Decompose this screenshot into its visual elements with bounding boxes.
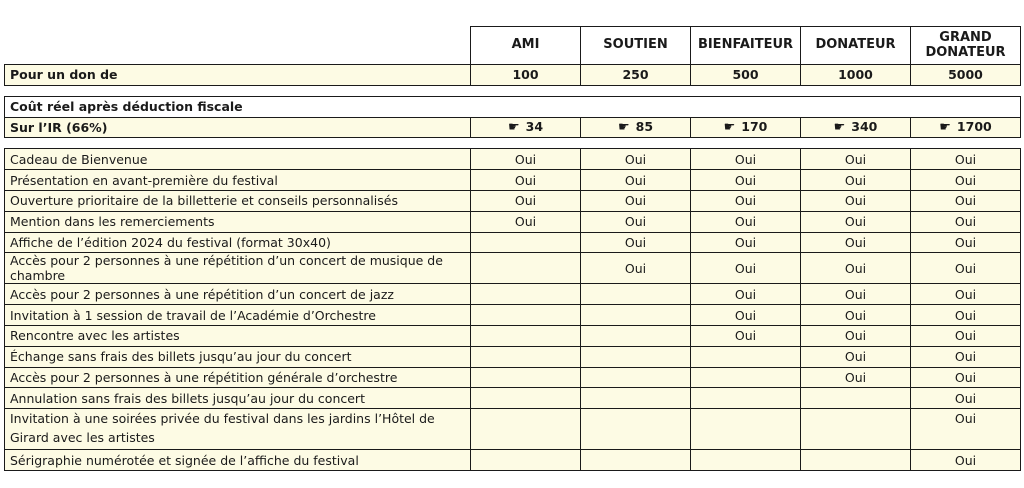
tier-header-soutien: SOUTIEN — [581, 27, 691, 65]
real-cost-cell — [691, 117, 801, 138]
benefit-empty-cell — [581, 325, 691, 346]
donation-amount-value: 5000 — [911, 65, 1021, 86]
benefit-empty-cell — [801, 450, 911, 471]
benefit-empty-cell — [471, 450, 581, 471]
benefit-yes-cell: Oui — [691, 190, 801, 211]
donation-amount-label: Pour un don de — [5, 65, 471, 86]
real-cost-cell — [471, 117, 581, 138]
tier-header-grand-donateur: GRAND DONATEUR — [911, 27, 1021, 65]
benefit-row — [5, 450, 1021, 471]
header-blank-cell — [5, 27, 471, 65]
donation-amount-value: 500 — [691, 65, 801, 86]
benefit-yes-cell: Oui — [911, 284, 1021, 305]
benefit-empty-cell — [471, 305, 581, 326]
donation-tiers-table — [4, 26, 1021, 471]
benefit-row — [5, 409, 1021, 450]
tier-header-ami: AMI — [471, 27, 581, 65]
benefit-yes-cell: Oui — [471, 190, 581, 211]
benefit-label: Invitation à 1 session de travail de l’Académie d’Orchestre — [5, 305, 471, 326]
benefit-yes-cell: Oui — [911, 388, 1021, 409]
benefit-label: Sérigraphie numérotée et signée de l’affiche du festival — [5, 450, 471, 471]
benefit-yes-cell: Oui — [691, 149, 801, 170]
benefit-yes-cell: Oui — [801, 211, 911, 232]
benefit-empty-cell — [471, 388, 581, 409]
benefit-label: Accès pour 2 personnes à une répétition d’un concert de jazz — [5, 284, 471, 305]
real-cost-value: 170 — [741, 119, 768, 135]
benefit-empty-cell — [581, 284, 691, 305]
benefit-yes-cell: Oui — [911, 346, 1021, 367]
benefit-empty-cell — [471, 325, 581, 346]
real-cost-value: 85 — [635, 119, 654, 135]
benefit-yes-cell: Oui — [911, 190, 1021, 211]
benefit-row — [5, 190, 1021, 211]
benefit-empty-cell — [581, 346, 691, 367]
benefit-empty-cell — [691, 346, 801, 367]
benefit-yes-cell: Oui — [801, 367, 911, 388]
benefit-empty-cell — [691, 450, 801, 471]
benefit-yes-cell: Oui — [691, 305, 801, 326]
benefit-yes-cell: Oui — [581, 190, 691, 211]
benefit-yes-cell: Oui — [581, 170, 691, 191]
real-cost-cell — [581, 117, 691, 138]
benefit-empty-cell — [471, 232, 581, 253]
benefit-row — [5, 367, 1021, 388]
tier-header-row — [5, 27, 1021, 65]
real-cost-value: 34 — [525, 119, 544, 135]
benefit-yes-cell: Oui — [691, 284, 801, 305]
benefit-row — [5, 284, 1021, 305]
benefit-row — [5, 149, 1021, 170]
pointing-hand-icon: ☛ — [507, 120, 520, 136]
benefit-yes-cell: Oui — [691, 211, 801, 232]
real-cost-cell — [801, 117, 911, 138]
benefit-empty-cell — [471, 367, 581, 388]
benefit-label: Mention dans les remerciements — [5, 211, 471, 232]
benefit-label: Rencontre avec les artistes — [5, 325, 471, 346]
benefit-empty-cell — [471, 346, 581, 367]
benefit-yes-cell: Oui — [911, 325, 1021, 346]
donation-amount-value: 1000 — [801, 65, 911, 86]
benefit-label: Cadeau de Bienvenue — [5, 149, 471, 170]
real-cost-value: 1700 — [956, 119, 992, 135]
benefit-yes-cell: Oui — [581, 232, 691, 253]
spacer-row — [5, 138, 1021, 149]
benefit-yes-cell: Oui — [581, 211, 691, 232]
benefit-label: Affiche de l’édition 2024 du festival (format 30x40) — [5, 232, 471, 253]
benefit-yes-cell: Oui — [471, 211, 581, 232]
benefit-empty-cell — [471, 284, 581, 305]
benefit-row — [5, 305, 1021, 326]
benefit-yes-cell: Oui — [911, 149, 1021, 170]
benefit-yes-cell: Oui — [691, 253, 801, 284]
benefit-empty-cell — [471, 253, 581, 284]
benefit-yes-cell: Oui — [911, 253, 1021, 284]
donation-amount-value: 250 — [581, 65, 691, 86]
benefit-yes-cell: Oui — [801, 170, 911, 191]
benefit-row — [5, 253, 1021, 284]
benefit-empty-cell — [471, 409, 581, 450]
real-cost-row — [5, 117, 1021, 138]
benefit-label: Accès pour 2 personnes à une répétition d’un concert de musique de chambre — [5, 253, 471, 284]
benefit-yes-cell: Oui — [691, 170, 801, 191]
benefit-label: Échange sans frais des billets jusqu’au jour du concert — [5, 346, 471, 367]
benefit-empty-cell — [581, 450, 691, 471]
benefit-yes-cell: Oui — [911, 409, 1021, 450]
benefit-empty-cell — [691, 367, 801, 388]
benefit-empty-cell — [581, 388, 691, 409]
real-cost-title: Coût réel après déduction fiscale — [5, 96, 1021, 117]
benefit-yes-cell: Oui — [911, 367, 1021, 388]
benefit-yes-cell: Oui — [471, 170, 581, 191]
benefit-yes-cell: Oui — [911, 170, 1021, 191]
real-cost-cell — [911, 117, 1021, 138]
benefit-empty-cell — [581, 409, 691, 450]
benefit-yes-cell: Oui — [911, 232, 1021, 253]
benefit-row — [5, 170, 1021, 191]
benefit-yes-cell: Oui — [691, 325, 801, 346]
benefit-label: Ouverture prioritaire de la billetterie et conseils personnalisés — [5, 190, 471, 211]
benefit-row — [5, 232, 1021, 253]
benefit-yes-cell: Oui — [581, 253, 691, 284]
benefit-yes-cell: Oui — [471, 149, 581, 170]
benefit-yes-cell: Oui — [691, 232, 801, 253]
benefit-empty-cell — [581, 367, 691, 388]
benefit-yes-cell: Oui — [801, 190, 911, 211]
pointing-hand-icon: ☛ — [939, 120, 951, 136]
benefit-label: Présentation en avant-première du festival — [5, 170, 471, 191]
benefit-empty-cell — [801, 409, 911, 450]
real-cost-value: 340 — [851, 119, 878, 135]
tier-header-donateur: DONATEUR — [801, 27, 911, 65]
benefit-empty-cell — [691, 409, 801, 450]
spacer-row — [5, 85, 1021, 96]
benefit-yes-cell: Oui — [911, 305, 1021, 326]
benefit-yes-cell: Oui — [801, 232, 911, 253]
pointing-hand-icon: ☛ — [723, 120, 736, 136]
benefit-empty-cell — [581, 305, 691, 326]
benefit-yes-cell: Oui — [801, 284, 911, 305]
benefit-yes-cell: Oui — [801, 305, 911, 326]
benefit-label: Accès pour 2 personnes à une répétition générale d’orchestre — [5, 367, 471, 388]
benefit-empty-cell — [691, 388, 801, 409]
benefit-row — [5, 325, 1021, 346]
benefit-label: Invitation à une soirées privée du festival dans les jardins l’Hôtel de Girard avec les artistes — [5, 409, 471, 450]
benefit-row — [5, 388, 1021, 409]
real-cost-title-row — [5, 96, 1021, 117]
benefit-yes-cell: Oui — [801, 253, 911, 284]
donation-amount-row — [5, 65, 1021, 86]
benefit-label: Annulation sans frais des billets jusqu’au jour du concert — [5, 388, 471, 409]
pointing-hand-icon: ☛ — [833, 120, 846, 136]
pointing-hand-icon: ☛ — [617, 120, 630, 136]
benefit-yes-cell: Oui — [581, 149, 691, 170]
donation-amount-value: 100 — [471, 65, 581, 86]
benefit-row — [5, 346, 1021, 367]
benefit-yes-cell: Oui — [801, 149, 911, 170]
real-cost-label: Sur l’IR (66%) — [5, 117, 471, 138]
benefit-yes-cell: Oui — [911, 450, 1021, 471]
tier-header-bienfaiteur: BIENFAITEUR — [691, 27, 801, 65]
benefit-row — [5, 211, 1021, 232]
benefit-empty-cell — [801, 388, 911, 409]
benefit-yes-cell: Oui — [801, 346, 911, 367]
benefit-yes-cell: Oui — [801, 325, 911, 346]
benefit-yes-cell: Oui — [911, 211, 1021, 232]
